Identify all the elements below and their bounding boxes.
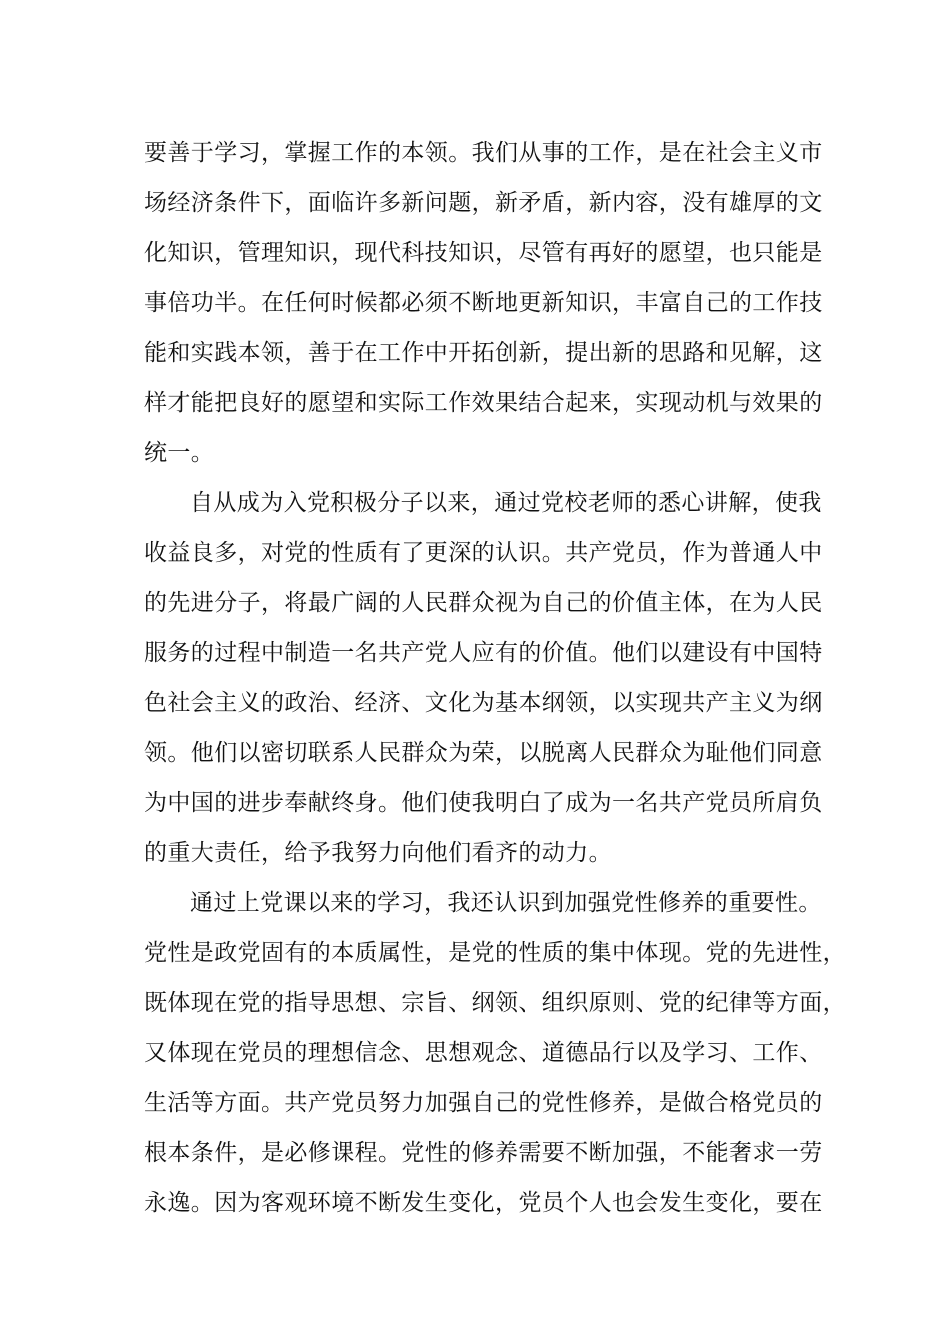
text-line: 既体现在党的指导思想、宗旨、纲领、组织原则、党的纪律等方面， xyxy=(144,990,846,1016)
text-line: 通过上党课以来的学习，我还认识到加强党性修养的重要性。 xyxy=(190,890,822,916)
text-line: 自从成为入党积极分子以来，通过党校老师的悉心讲解，使我 xyxy=(190,490,822,516)
text-line: 化知识，管理知识，现代科技知识，尽管有再好的愿望，也只能是 xyxy=(144,240,823,266)
text-line: 生活等方面。共产党员努力加强自己的党性修养，是做合格党员的 xyxy=(144,1090,823,1116)
paragraph-2 xyxy=(144,478,824,878)
text-line: 能和实践本领，善于在工作中开拓创新，提出新的思路和见解，这 xyxy=(144,340,823,366)
text-line: 为中国的进步奉献终身。他们使我明白了成为一名共产党员所肩负 xyxy=(144,790,823,816)
text-line: 又体现在党员的理想信念、思想观念、道德品行以及学习、工作、 xyxy=(144,1040,823,1066)
text-line: 根本条件，是必修课程。党性的修养需要不断加强，不能奢求一劳 xyxy=(144,1140,823,1166)
text-line: 的重大责任，给予我努力向他们看齐的动力。 xyxy=(144,840,612,866)
text-line: 永逸。因为客观环境不断发生变化，党员个人也会发生变化，要在 xyxy=(144,1190,823,1216)
text-line: 事倍功半。在任何时候都必须不断地更新知识，丰富自己的工作技 xyxy=(144,290,823,316)
text-line: 统一。 xyxy=(144,440,215,466)
text-line: 色社会主义的政治、经济、文化为基本纲领，以实现共产主义为纲 xyxy=(144,690,823,716)
text-line: 党性是政党固有的本质属性，是党的性质的集中体现。党的先进性， xyxy=(144,940,846,966)
paragraph-3 xyxy=(144,878,846,1228)
text-line: 样才能把良好的愿望和实际工作效果结合起来，实现动机与效果的 xyxy=(144,390,823,416)
text-line: 的先进分子，将最广阔的人民群众视为自己的价值主体，在为人民 xyxy=(144,590,823,616)
document-body xyxy=(144,128,846,1228)
text-line: 领。他们以密切联系人民群众为荣，以脱离人民群众为耻他们同意 xyxy=(144,740,823,766)
text-line: 服务的过程中制造一名共产党人应有的价值。他们以建设有中国特 xyxy=(144,640,823,666)
text-line: 要善于学习，掌握工作的本领。我们从事的工作，是在社会主义市 xyxy=(144,140,823,166)
paragraph-1 xyxy=(144,128,824,478)
text-line: 场经济条件下，面临许多新问题，新矛盾，新内容，没有雄厚的文 xyxy=(144,190,823,216)
text-line: 收益良多，对党的性质有了更深的认识。共产党员，作为普通人中 xyxy=(144,540,823,566)
